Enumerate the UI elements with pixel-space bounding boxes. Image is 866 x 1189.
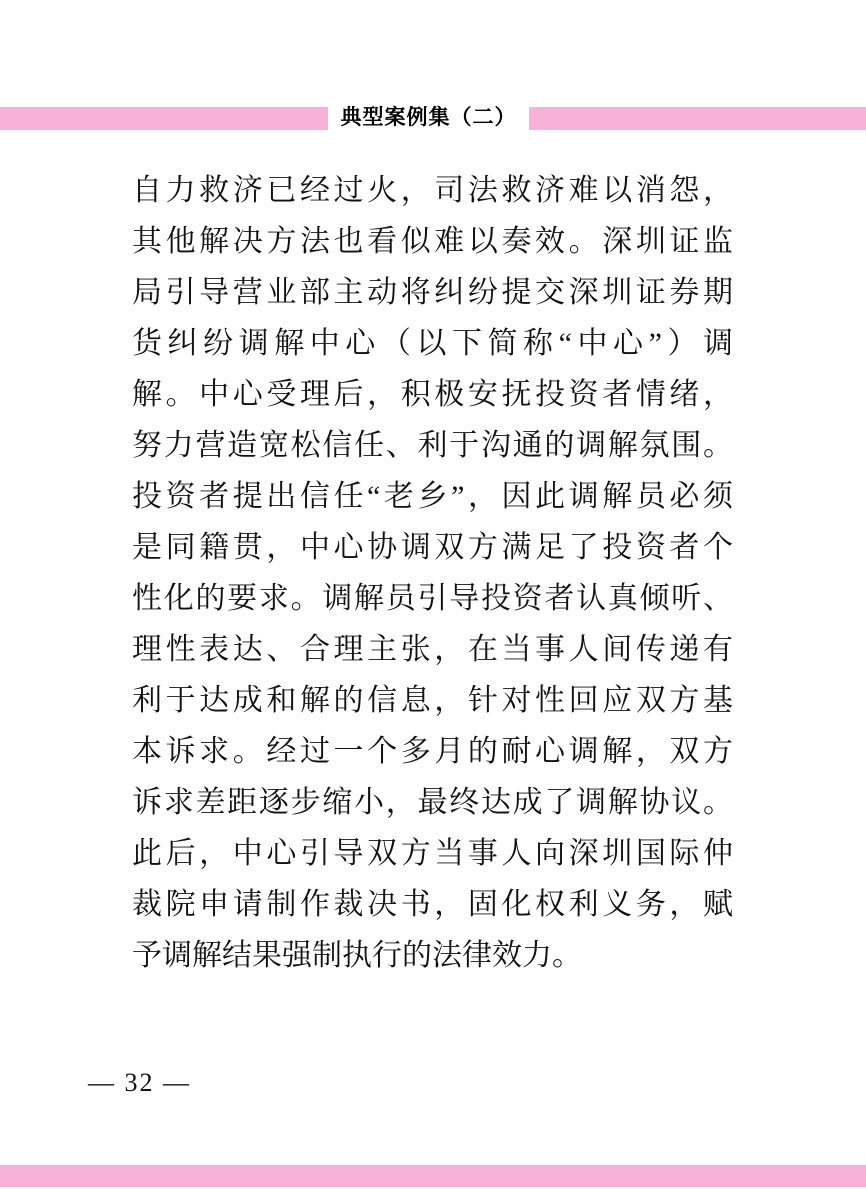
- text-line: 理性表达、合理主张，在当事人间传递有: [132, 633, 733, 666]
- text-line: 努力营造宽松信任、利于沟通的调解氛围。: [132, 429, 733, 462]
- text-line: 诉求差距逐步缩小，最终达成了调解协议。: [132, 786, 733, 819]
- page-number: — 32 —: [88, 1068, 191, 1097]
- body-text-block: [132, 165, 733, 981]
- text-line: 利于达成和解的信息，针对性回应双方基: [132, 684, 733, 717]
- text-line: 自力救济已经过火，司法救济难以消怨，: [132, 174, 733, 207]
- text-line: 予调解结果强制执行的法律效力。: [132, 939, 582, 972]
- text-line: 是同籍贯，中心协调双方满足了投资者个: [132, 531, 733, 564]
- page-header-title: 典型案例集（二）: [340, 106, 517, 129]
- text-line: 其他解决方法也看似难以奏效。深圳证监: [132, 225, 733, 258]
- header-bar-right-decoration: [529, 107, 866, 130]
- text-line: 本诉求。经过一个多月的耐心调解，双方: [132, 735, 733, 768]
- text-line: 货纠纷调解中心（以下简称“中心”）调: [132, 327, 733, 360]
- text-line: 裁院申请制作裁决书，固化权利义务，赋: [132, 888, 733, 921]
- footer-bar-decoration: [0, 1165, 866, 1187]
- text-line: 性化的要求。调解员引导投资者认真倾听、: [132, 582, 733, 615]
- header-bar-left-decoration: [0, 107, 328, 130]
- text-line: 解。中心受理后，积极安抚投资者情绪，: [132, 378, 733, 411]
- text-line: 局引导营业部主动将纠纷提交深圳证券期: [132, 276, 733, 309]
- text-line: 此后，中心引导双方当事人向深圳国际仲: [132, 837, 733, 870]
- text-line: 投资者提出信任“老乡”，因此调解员必须: [132, 480, 733, 513]
